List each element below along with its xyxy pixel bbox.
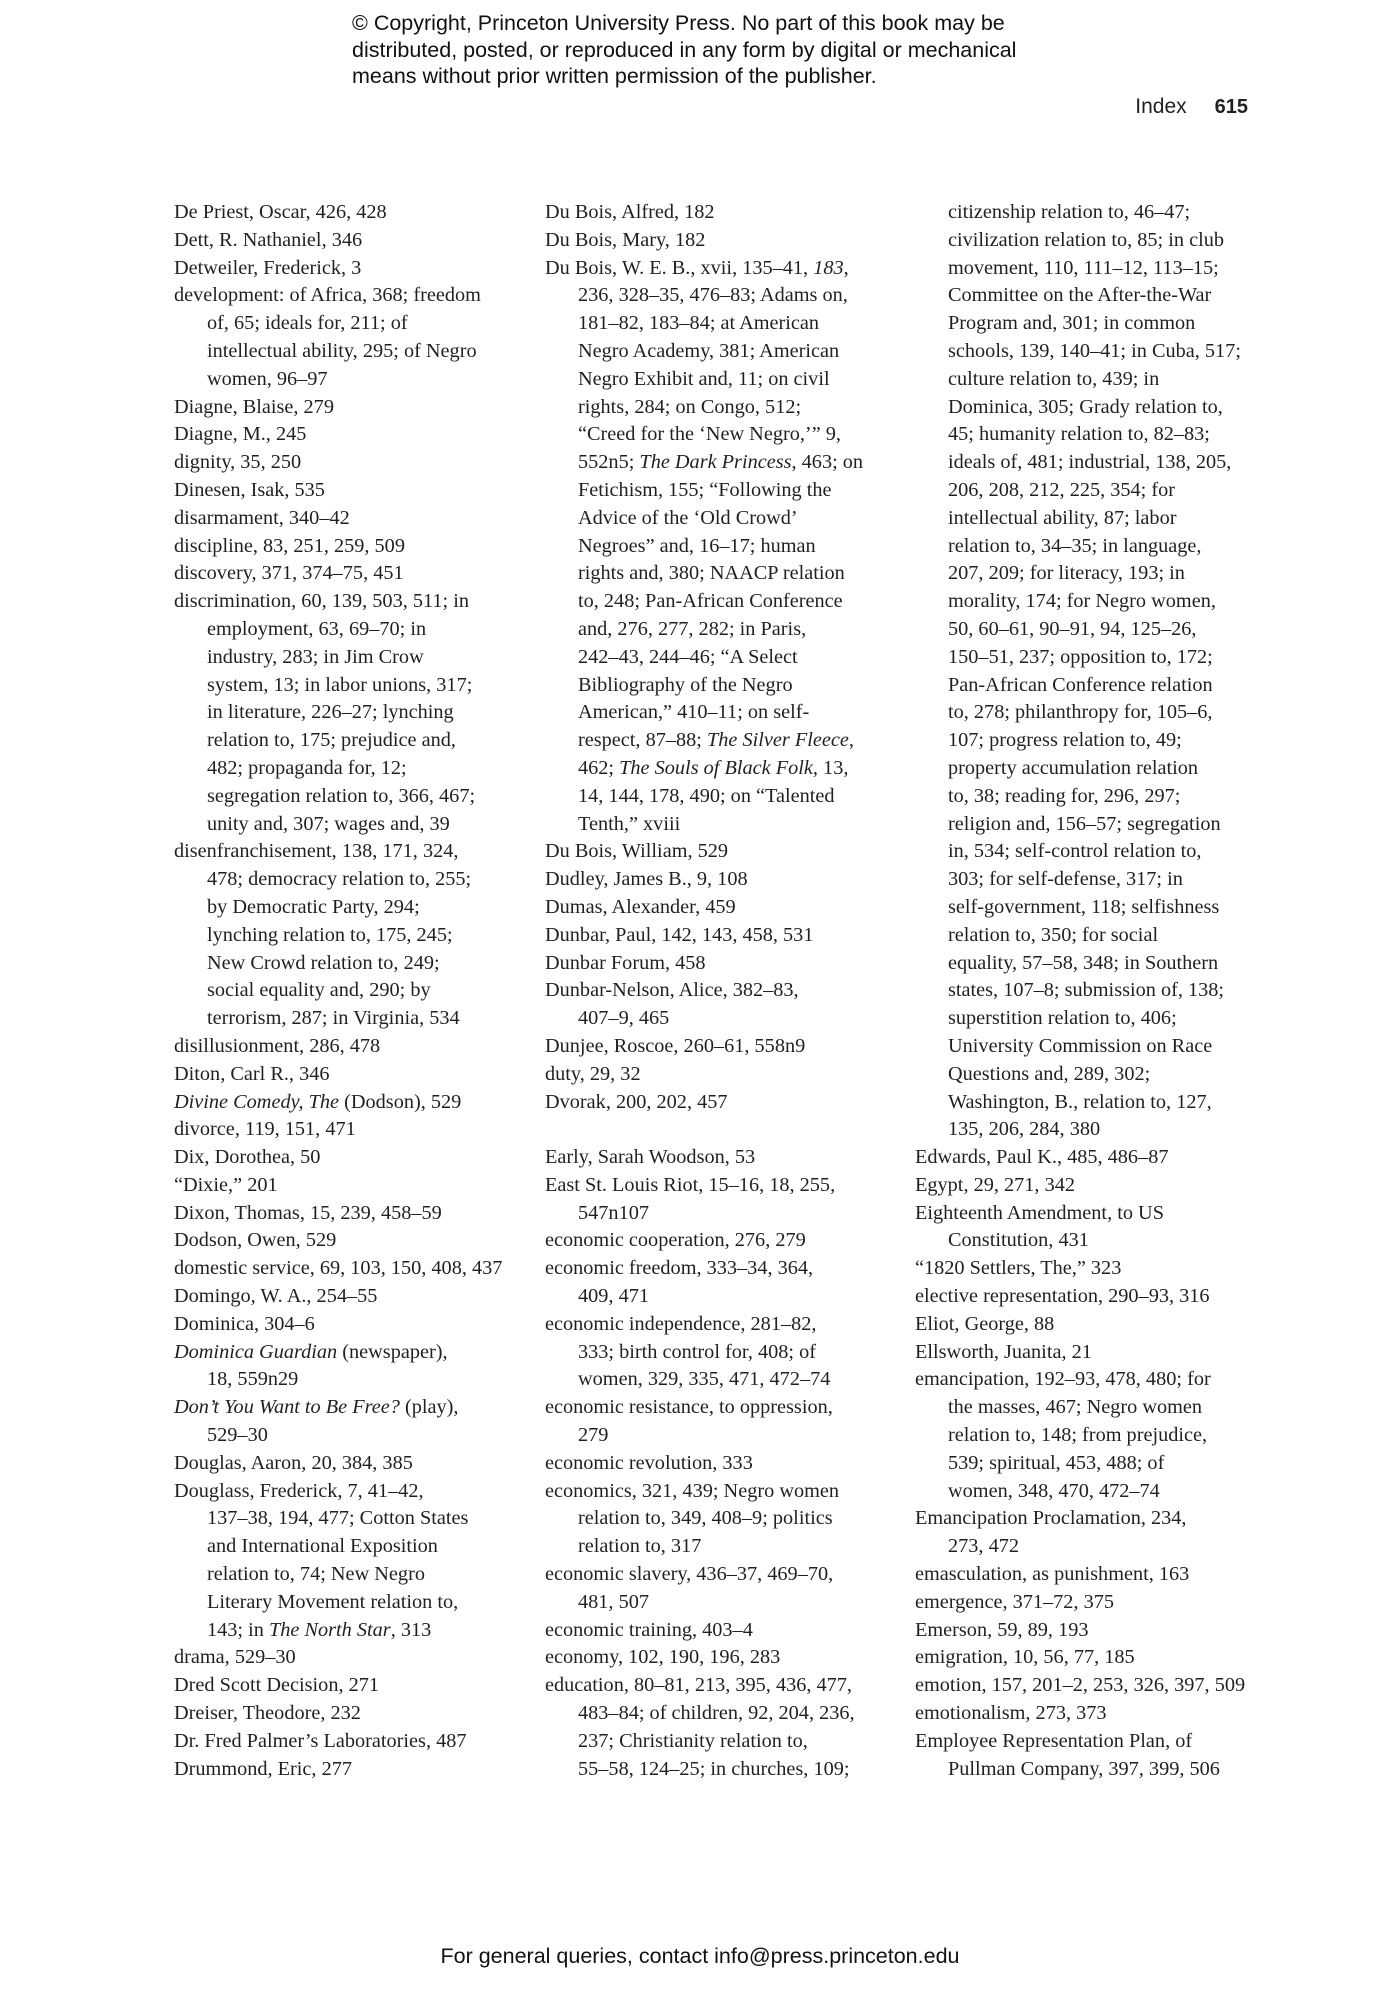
index-entry: emotion, 157, 201–2, 253, 326, 397, 509: [915, 1674, 1246, 1697]
index-entry: disillusionment, 286, 478: [174, 1034, 381, 1057]
index-entry: elective representation, 290–93, 316: [915, 1285, 1210, 1308]
copyright-notice: [352, 10, 1112, 90]
index-entry: economic training, 403–4: [545, 1618, 753, 1641]
index-entry: Diton, Carl R., 346: [174, 1062, 330, 1085]
index-entry: Detweiler, Frederick, 3: [174, 256, 362, 279]
page-number: 615: [1214, 96, 1248, 118]
index-entry: Dixon, Thomas, 15, 239, 458–59: [174, 1201, 442, 1224]
index-entry: emigration, 10, 56, 77, 185: [915, 1646, 1135, 1669]
index-entry: domestic service, 69, 103, 150, 408, 437: [174, 1257, 503, 1280]
index-entry: Egypt, 29, 271, 342: [915, 1173, 1075, 1196]
index-entry: duty, 29, 32: [545, 1062, 641, 1085]
index-entry: “1820 Settlers, The,” 323: [915, 1257, 1122, 1280]
index-entry: Dix, Dorothea, 50: [174, 1146, 321, 1169]
index-entry: drama, 529–30: [174, 1646, 296, 1669]
index-entry: Drummond, Eric, 277: [174, 1757, 352, 1780]
index-entry: Du Bois, W. E. B., xvii, 135–41, 183, 236, 328–35, 476–83; Adams on, 181–82, 183–84; at American Negro Academy, 381; American Negro Exhibit and, 11; on civil rights, 284; on Congo, 512; “Creed for the ‘New Negro,’” 9, 552n5; The Dark Princess, 463; on Fetichism, 155; “Following the Advice of the ‘Old Crowd’ Negroes” and, 16–17; human rights and, 380; NAACP relation to, 248; Pan-African Conference and, 276, 277, 282; in Paris, 242–43, 244–46; “A Select Bibliography of the Negro American,” 410–11; on self- respect, 87–88; The Silver Fleece, 462; The Souls of Black Folk, 13, 14, 144, 178, 490; on “Talented Tenth,” xviii: [545, 256, 864, 835]
copyright-line: means without prior written permission of the publisher.: [352, 64, 877, 88]
copyright-line: distributed, posted, or reproduced in any form by digital or mechanical: [352, 37, 1017, 62]
index-entry: Domingo, W. A., 254–55: [174, 1285, 378, 1308]
index-entry: Diagne, Blaise, 279: [174, 395, 334, 418]
index-entry: East St. Louis Riot, 15–16, 18, 255, 547n107: [545, 1173, 836, 1224]
index-entry: economic slavery, 436–37, 469–70, 481, 507: [545, 1563, 834, 1613]
index-entry: development: of Africa, 368; freedom of, 65; ideals for, 211; of intellectual ability, 295; of Negro women, 96–97: [174, 284, 481, 390]
section-title: Index: [1135, 95, 1187, 118]
running-head: [1135, 95, 1248, 119]
letter-group-gap: [545, 1116, 890, 1144]
index-entry: economic revolution, 333: [545, 1451, 753, 1474]
index-entry: Dunbar, Paul, 142, 143, 458, 531: [545, 923, 814, 946]
index-entry: economic resistance, to oppression, 279: [545, 1396, 833, 1447]
index-entry: Du Bois, William, 529: [545, 840, 729, 863]
index-entry: Dvorak, 200, 202, 457: [545, 1090, 728, 1113]
index-entry: discrimination, 60, 139, 503, 511; in employment, 63, 69–70; in industry, 283; in Jim Crow system, 13; in labor unions, 317; in literature, 226–27; lynching relation to, 175; prejudice and, 482; propaganda for, 12; segregation relation to, 366, 467; unity and, 307; wages and, 39: [174, 590, 476, 835]
index-column-1: [174, 199, 519, 1783]
index-column-2: [545, 199, 890, 1783]
index-entry: De Priest, Oscar, 426, 428: [174, 201, 387, 223]
index-entry: Diagne, M., 245: [174, 423, 307, 446]
index-entry: Dudley, James B., 9, 108: [545, 868, 748, 891]
index-entry: Edwards, Paul K., 485, 486–87: [915, 1146, 1169, 1169]
index-entry: dignity, 35, 250: [174, 451, 302, 474]
index-entry: Dunbar-Nelson, Alice, 382–83, 407–9, 465: [545, 979, 799, 1030]
index-entry: discovery, 371, 374–75, 451: [174, 562, 404, 585]
index-entry: emotionalism, 273, 373: [915, 1702, 1107, 1725]
copyright-line: © Copyright, Princeton University Press. No part of this book may be: [352, 11, 1005, 35]
index-entry: economic cooperation, 276, 279: [545, 1229, 806, 1252]
index-entry: emasculation, as punishment, 163: [915, 1563, 1190, 1586]
index-entry: Dunjee, Roscoe, 260–61, 558n9: [545, 1034, 806, 1057]
index-entry: Du Bois, Mary, 182: [545, 228, 706, 251]
index-entry: disarmament, 340–42: [174, 506, 350, 529]
index-entry: Dunbar Forum, 458: [545, 951, 706, 974]
index-entry: Emerson, 59, 89, 193: [915, 1618, 1089, 1641]
index-entry: Ellsworth, Juanita, 21: [915, 1340, 1092, 1363]
index-entry: disenfranchisement, 138, 171, 324, 478; democracy relation to, 255; by Democratic Party, 294; lynching relation to, 175, 245; New Crowd relation to, 249; social equality and, 290; by terrorism, 287; in Virginia, 534: [174, 840, 472, 1030]
index-entry: Douglas, Aaron, 20, 384, 385: [174, 1451, 413, 1474]
index-entry: emancipation, 192–93, 478, 480; for the masses, 467; Negro women relation to, 148; from prejudice, 539; spiritual, 453, 488; of women, 348, 470, 472–74: [915, 1368, 1211, 1502]
index-entry: Employee Representation Plan, of Pullman Company, 397, 399, 506: [915, 1729, 1220, 1780]
index-entry: Dominica Guardian (newspaper), 18, 559n29: [174, 1340, 448, 1391]
index-entry: Eliot, George, 88: [915, 1312, 1055, 1335]
index-entry: “Dixie,” 201: [174, 1173, 278, 1196]
index-entry: Divine Comedy, The (Dodson), 529: [174, 1090, 462, 1113]
index-entry: Dominica, 304–6: [174, 1312, 315, 1335]
index-column-3: [915, 199, 1260, 1783]
index-entry: Early, Sarah Woodson, 53: [545, 1146, 756, 1169]
index-entry: divorce, 119, 151, 471: [174, 1118, 356, 1141]
index-entry: Dumas, Alexander, 459: [545, 895, 736, 918]
index-entry: Du Bois, Alfred, 182: [545, 201, 715, 223]
index-entry-continued: citizenship relation to, 46–47; civilization relation to, 85; in club movement, 110, 111–12, 113–15; Committee on the After-the-War Program and, 301; in common schools, 139, 140–41; in Cuba, 517; culture relation to, 439; in Dominica, 305; Grady relation to, 45; humanity relation to, 82–83; ideals of, 481; industrial, 138, 205, 206, 208, 212, 225, 354; for intellectual ability, 87; labor relation to, 34–35; in language, 207, 209; for literacy, 193; in morality, 174; for Negro women, 50, 60–61, 90–91, 94, 125–26, 150–51, 237; opposition to, 172; Pan-African Conference relation to, 278; philanthropy for, 105–6, 107; progress relation to, 49; property accumulation relation to, 38; reading for, 296, 297; religion and, 156–57; segregation in, 534; self-control relation to, 303; for self-defense, 317; in self-government, 118; selfishness relation to, 350; for social equality, 57–58, 348; in Southern states, 107–8; submission of, 138; superstition relation to, 406; University Commission on Race Questions and, 289, 302; Washington, B., relation to, 127, 135, 206, 284, 380: [948, 201, 1241, 1141]
index-entry: economic freedom, 333–34, 364, 409, 471: [545, 1257, 814, 1308]
index-entry: Emancipation Proclamation, 234, 273, 472: [915, 1507, 1187, 1558]
index-entry: Dinesen, Isak, 535: [174, 478, 325, 501]
index-entry: Dred Scott Decision, 271: [174, 1674, 380, 1697]
index-entry: economic independence, 281–82, 333; birth control for, 408; of women, 329, 335, 471, 472–74: [545, 1312, 831, 1391]
index-entry: Dreiser, Theodore, 232: [174, 1702, 361, 1725]
index-entry: education, 80–81, 213, 395, 436, 477, 483–84; of children, 92, 204, 236, 237; Christianity relation to, 55–58, 124–25; in churches, 109;: [545, 1674, 855, 1780]
index-entry: economy, 102, 190, 196, 283: [545, 1646, 781, 1669]
index-entry: Douglass, Frederick, 7, 41–42, 137–38, 194, 477; Cotton States and International Exposition relation to, 74; New Negro Literary Movement relation to, 143; in The North Star, 313: [174, 1479, 469, 1641]
index-entry: Don’t You Want to Be Free? (play), 529–30: [174, 1396, 459, 1447]
footer-contact: For general queries, contact info@press.princeton.edu: [440, 1944, 960, 1968]
index-entry: economics, 321, 439; Negro women relation to, 349, 408–9; politics relation to, 317: [545, 1479, 840, 1558]
index-entry: emergence, 371–72, 375: [915, 1590, 1114, 1613]
index-entry: Dodson, Owen, 529: [174, 1229, 337, 1252]
index-entry: Dett, R. Nathaniel, 346: [174, 228, 363, 251]
index-entry: Dr. Fred Palmer’s Laboratories, 487: [174, 1729, 467, 1752]
index-entry: discipline, 83, 251, 259, 509: [174, 534, 405, 557]
index-entry: Eighteenth Amendment, to US Constitution, 431: [915, 1201, 1164, 1252]
